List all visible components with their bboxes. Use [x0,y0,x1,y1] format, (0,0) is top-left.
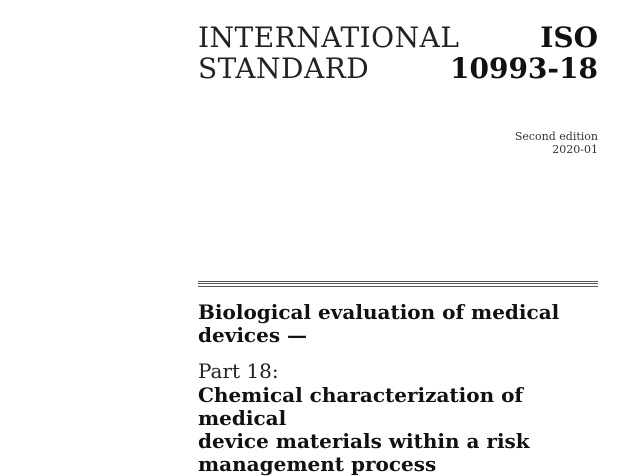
part-title-line-1: Chemical characterization of medical [198,383,524,430]
standard-type-line-1: INTERNATIONAL [198,21,460,54]
part-label: Part 18: [198,359,279,383]
edition-label: Second edition [514,130,598,143]
standard-number [450,22,598,84]
part-title-line-2: device materials within a risk [198,429,530,453]
document-title [198,301,598,347]
edition-info [515,130,598,156]
part-title-line-3: management process [198,452,437,476]
standard-type-line-2: STANDARD [198,52,370,85]
standard-type [198,22,459,84]
edition-date: 2020-01 [552,143,598,156]
standard-number-value: 10993-18 [450,52,598,85]
standard-number-prefix: ISO [540,21,598,54]
title-divider [198,281,598,287]
document-title-line-2: devices — [198,323,308,347]
document-title-line-1: Biological evaluation of medical [198,300,560,324]
part-title [198,384,608,476]
